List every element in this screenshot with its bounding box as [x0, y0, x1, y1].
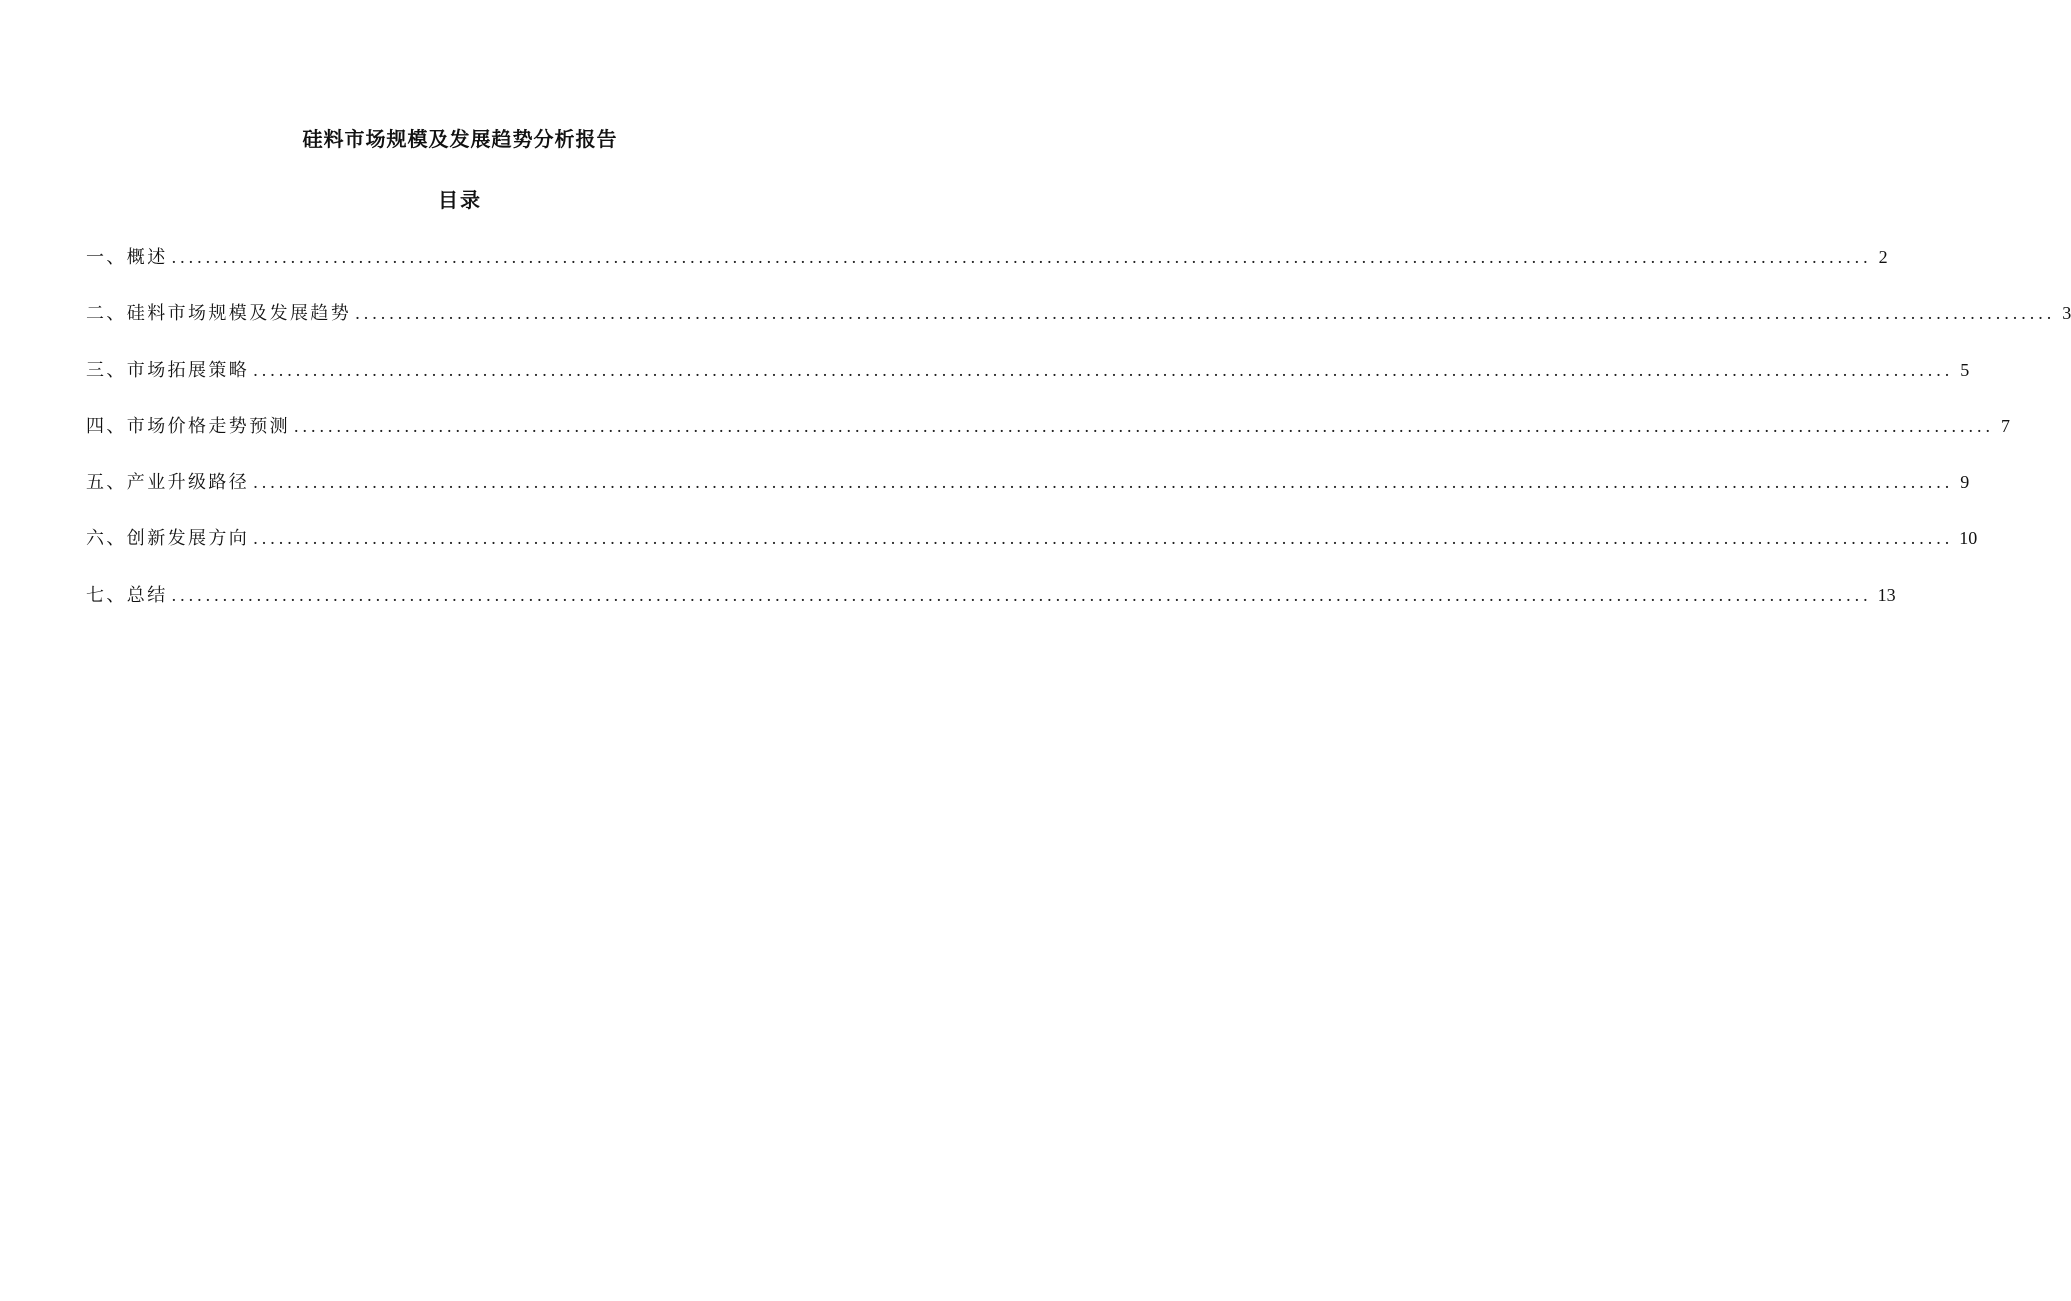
toc-entry-page-number: 10 [1959, 528, 1978, 549]
dot-leader: ........................................................................................................................................................................................................ [253, 528, 1954, 549]
toc-heading: 目录 [438, 188, 482, 212]
table-of-contents [86, 240, 2071, 634]
toc-entry-label: 六、创新发展方向 [86, 528, 250, 550]
toc-entry-label: 四、市场价格走势预测 [86, 415, 290, 437]
dot-leader: ........................................................................................................................................................................................................ [171, 584, 1872, 605]
toc-entry-industry-upgrade[interactable] [86, 465, 1970, 521]
toc-entry-page-number: 9 [1960, 472, 1970, 493]
toc-entry-page-number: 2 [1878, 247, 1888, 267]
toc-entry-innovation[interactable] [86, 521, 1978, 577]
toc-entry-label: 一、概述 [86, 247, 168, 268]
dot-leader: ........................................................................................................................................................................................................ [294, 415, 1994, 436]
toc-entry-label: 七、总结 [86, 584, 168, 606]
toc-entry-page-number: 7 [2001, 415, 2010, 436]
toc-entry-label: 三、市场拓展策略 [86, 359, 250, 381]
dot-leader: ........................................................................................................................................................................................................ [253, 472, 1954, 493]
toc-entry-market-expansion[interactable] [86, 353, 1970, 409]
toc-entry-market-size[interactable] [86, 296, 2071, 352]
dot-leader: ........................................................................................................................................................................................................ [171, 247, 1872, 267]
dot-leader: ........................................................................................................................................................................................................ [253, 359, 1954, 380]
toc-entry-label: 五、产业升级路径 [86, 472, 250, 494]
toc-entry-page-number: 5 [1960, 359, 1970, 380]
document-title: 硅料市场规模及发展趋势分析报告 [302, 127, 618, 151]
toc-entry-overview[interactable] [86, 240, 1888, 296]
toc-entry-page-number: 13 [1877, 584, 1896, 605]
toc-entry-price-forecast[interactable] [86, 409, 2010, 465]
toc-entry-page-number: 3 [2062, 303, 2071, 324]
toc-entry-summary[interactable] [86, 578, 1896, 634]
toc-entry-label: 二、硅料市场规模及发展趋势 [86, 303, 352, 325]
dot-leader: ........................................................................................................................................................................................................ [355, 303, 2056, 324]
